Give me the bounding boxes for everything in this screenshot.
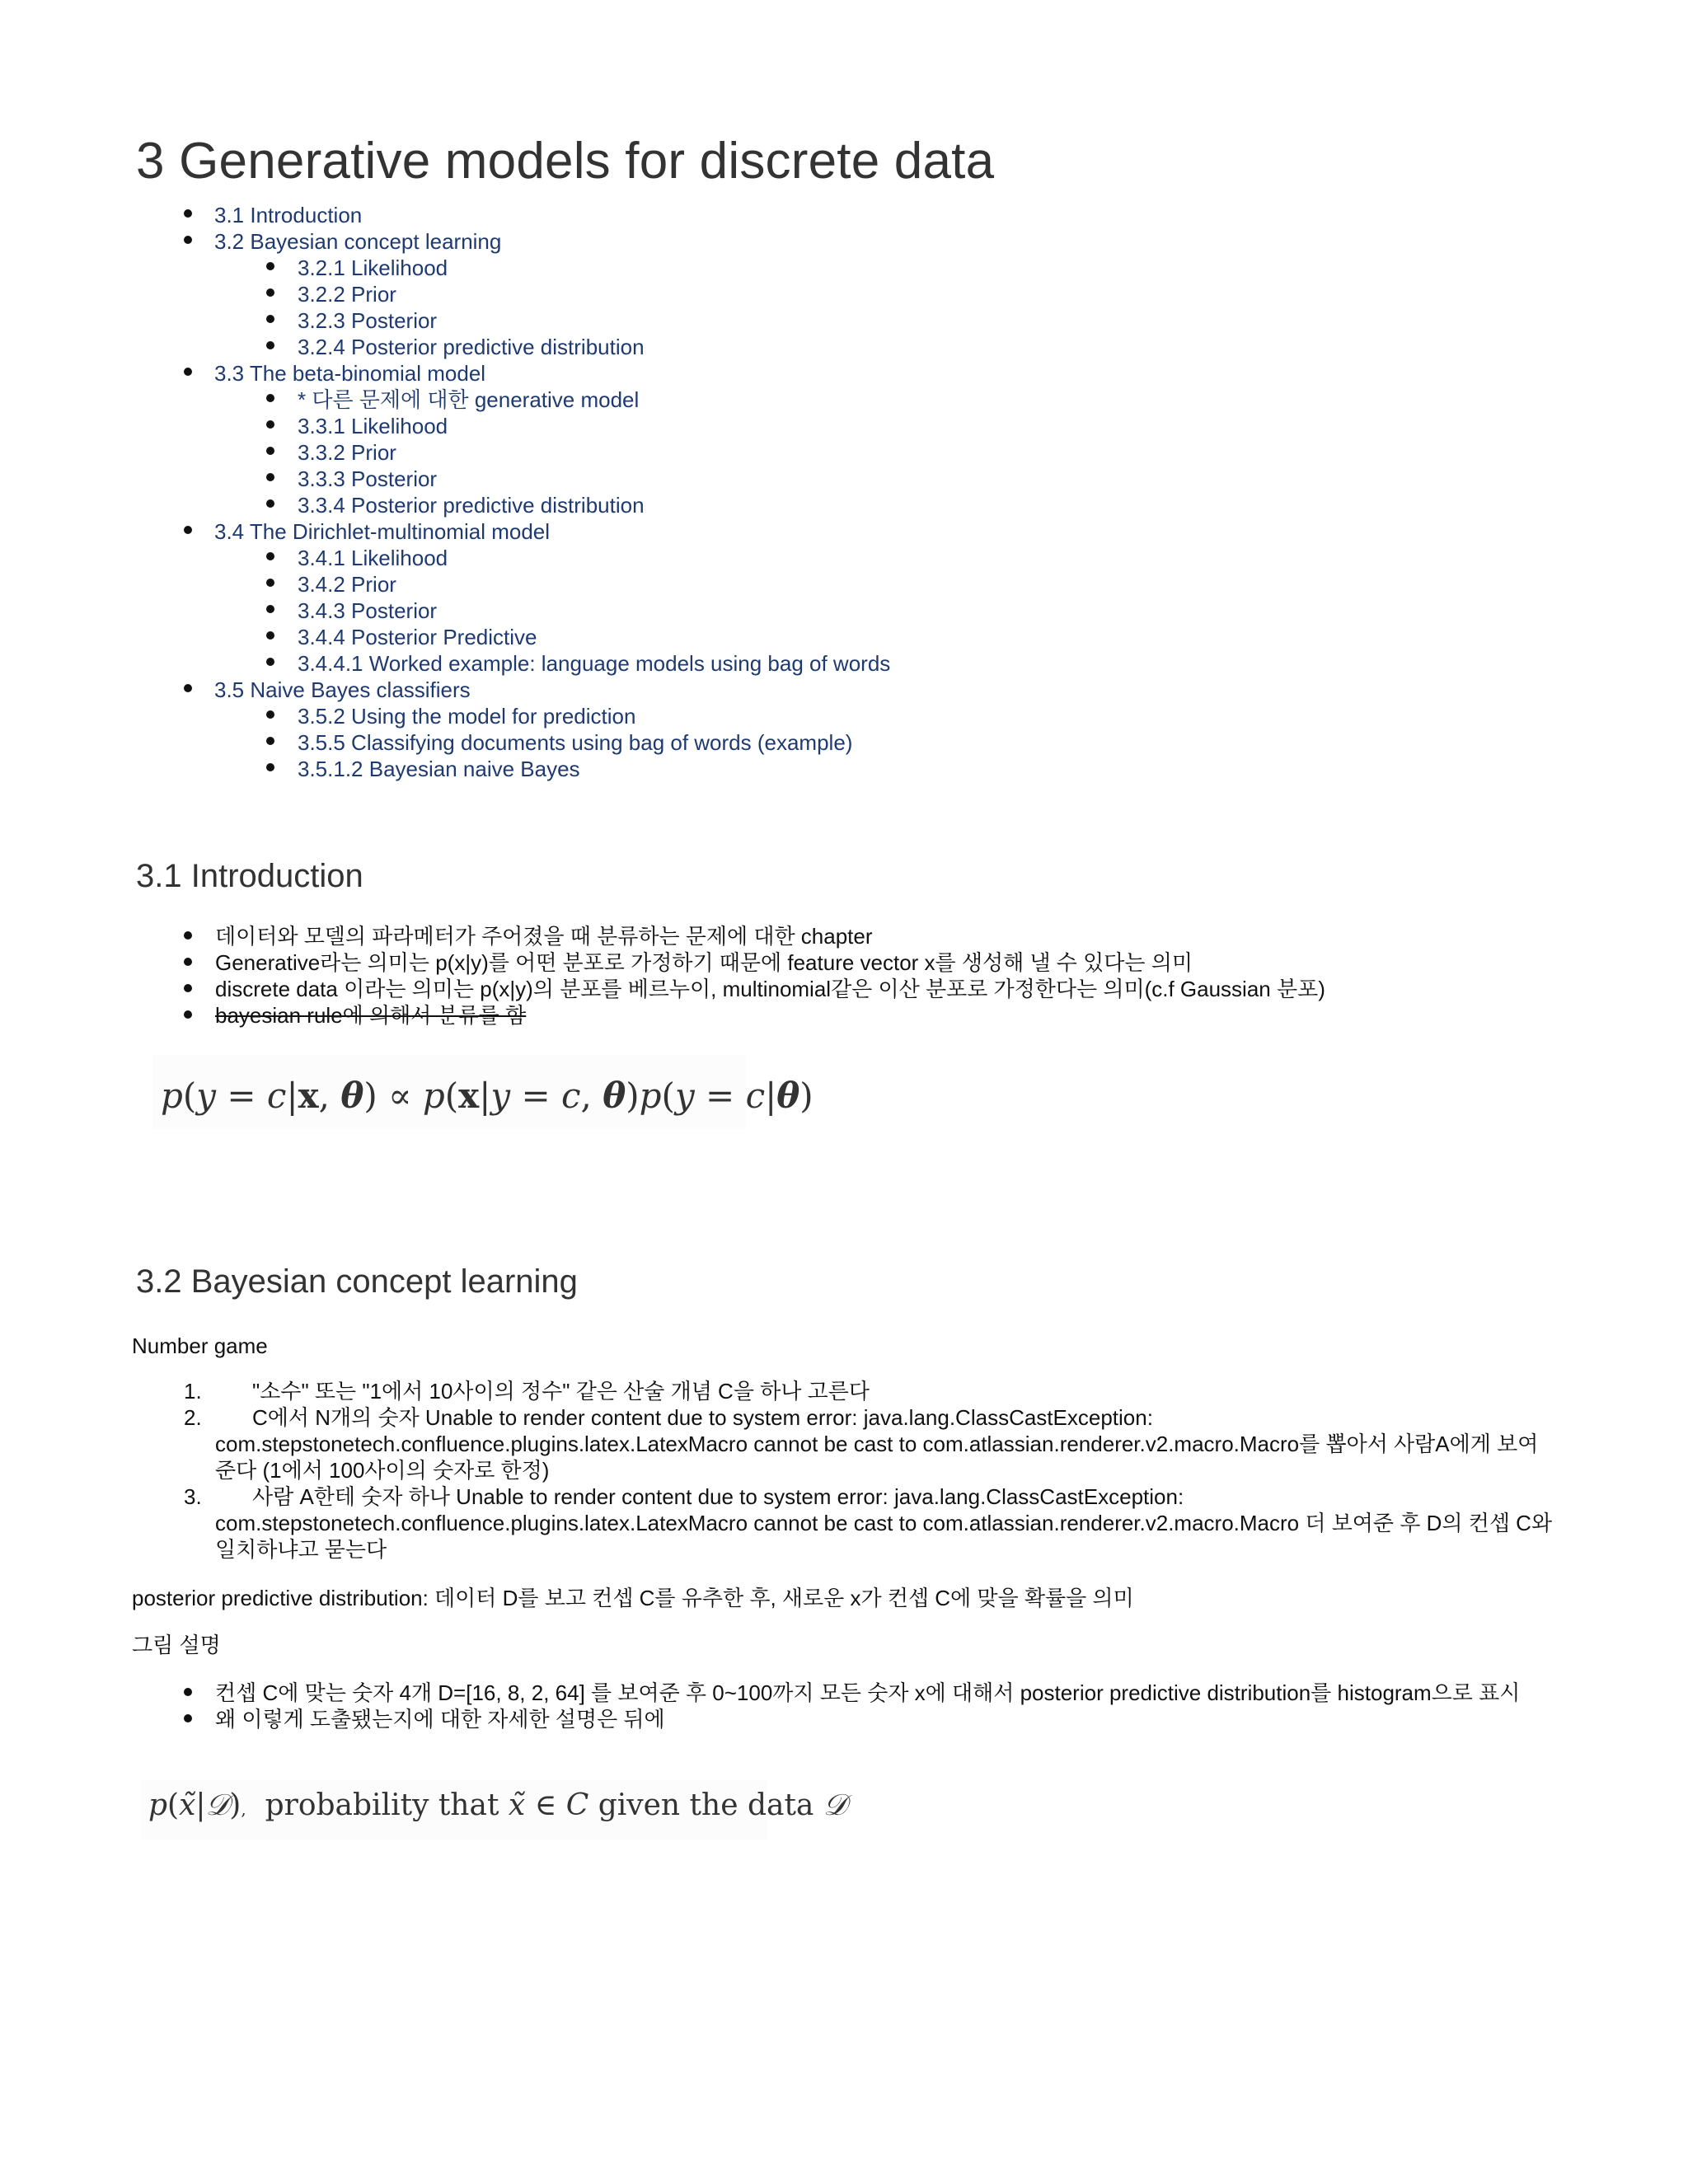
bullet-icon xyxy=(184,368,192,376)
bullet-icon xyxy=(266,420,274,429)
list-item-text: Generative라는 의미는 p(x|y)를 어떤 분포로 가정하기 때문에 feature vector x를 생성해 낼 수 있다는 의미 xyxy=(215,950,1193,975)
toc-link[interactable]: 3.3 The beta-binomial model xyxy=(214,361,486,386)
step-text: 사람 A한테 숫자 하나 Unable to render content due to system error: java.lang.ClassCastException: xyxy=(252,1484,1184,1509)
bullet-icon xyxy=(184,236,192,244)
ppd-description: posterior predictive distribution: 데이터 D를 보고 컨셉 C를 유추한 후, 새로운 x가 컨셉 C에 맞을 확률을 의미 xyxy=(132,1586,1134,1610)
bullet-icon xyxy=(266,763,274,771)
bullet-icon xyxy=(266,579,274,587)
list-item-text: 컨셉 C에 맞는 숫자 4개 D=[16, 8, 2, 64] 를 보여준 후 0~100까지 모든 숫자 x에 대해서 posterior predictive distribution를 histogram으로 표시 xyxy=(215,1680,1521,1705)
list-item xyxy=(0,949,1325,976)
bullet-icon xyxy=(266,737,274,745)
list-item-text: bayesian rule에 의해서 분류를 함 xyxy=(215,1003,527,1028)
list-item xyxy=(0,1680,1566,1706)
toc-item[interactable] xyxy=(0,729,890,756)
toc-item[interactable] xyxy=(0,334,890,360)
toc-link[interactable]: 3.4 The Dirichlet-multinomial model xyxy=(214,519,551,544)
bullet-icon xyxy=(184,684,192,692)
toc-item[interactable] xyxy=(0,466,890,492)
list-item xyxy=(0,1706,1566,1732)
section-heading-introduction: 3.1 Introduction xyxy=(136,858,363,894)
toc-link[interactable]: 3.2.3 Posterior xyxy=(298,308,438,333)
bullet-icon xyxy=(266,499,274,508)
bullet-icon xyxy=(266,473,274,481)
toc-link[interactable]: 3.4.4.1 Worked example: language models using bag of words xyxy=(298,651,891,676)
bullet-icon xyxy=(266,288,274,297)
list-item xyxy=(0,976,1325,1002)
toc-item[interactable] xyxy=(0,255,890,281)
table-of-contents xyxy=(0,202,890,782)
figure-description-label: 그림 설명 xyxy=(132,1633,221,1657)
bullet-icon xyxy=(266,315,274,323)
toc-link[interactable]: 3.2 Bayesian concept learning xyxy=(214,229,502,254)
toc-link[interactable]: 3.2.4 Posterior predictive distribution xyxy=(298,335,645,359)
bullet-icon xyxy=(266,605,274,613)
toc-item[interactable] xyxy=(0,598,890,624)
toc-item[interactable] xyxy=(0,624,890,650)
bullet-icon xyxy=(266,394,274,402)
toc-item[interactable] xyxy=(0,307,890,334)
toc-link[interactable]: 3.3.4 Posterior predictive distribution xyxy=(298,493,645,518)
bullet-icon xyxy=(184,1688,192,1696)
bullet-icon xyxy=(266,447,274,455)
list-item xyxy=(0,1002,1325,1029)
step-text: C에서 N개의 숫자 Unable to render content due to system error: java.lang.ClassCastException: xyxy=(252,1405,1153,1430)
toc-link[interactable]: 3.2.1 Likelihood xyxy=(298,255,448,280)
toc-item[interactable] xyxy=(0,650,890,677)
bullet-icon xyxy=(266,710,274,719)
toc-item[interactable] xyxy=(0,413,890,439)
bullet-icon xyxy=(184,1010,192,1019)
step-item xyxy=(0,1378,1566,1404)
posterior-predictive-formula: p(x̃|𝒟), probability that x̃ ∈ C given the data 𝒟 xyxy=(148,1788,847,1822)
toc-item[interactable] xyxy=(0,281,890,307)
intro-bullet-list xyxy=(0,923,1325,1029)
toc-link[interactable]: 3.3.2 Prior xyxy=(298,440,396,465)
list-item xyxy=(0,923,1325,949)
step-number: 2. xyxy=(184,1405,202,1430)
bullet-icon xyxy=(184,209,192,218)
bullet-icon xyxy=(184,1714,192,1722)
toc-item[interactable] xyxy=(0,703,890,729)
toc-item[interactable] xyxy=(0,571,890,598)
toc-item[interactable] xyxy=(0,439,890,466)
bullet-icon xyxy=(266,631,274,640)
toc-link[interactable]: 3.4.4 Posterior Predictive xyxy=(298,625,537,649)
list-item-text: 데이터와 모델의 파라메터가 주어졌을 때 분류하는 문제에 대한 chapter xyxy=(215,924,873,949)
number-game-label: Number game xyxy=(132,1333,268,1358)
toc-item[interactable] xyxy=(0,518,890,545)
step-text-continued: com.stepstonetech.confluence.plugins.latex.LatexMacro cannot be cast to com.atlassian.renderer.v2.macro.Macro를 뽑아서 사람A에게 보여준다 (1에서 100사이의 숫자로 한정) xyxy=(215,1432,1539,1483)
bullet-icon xyxy=(184,931,192,940)
toc-link[interactable]: 3.5.1.2 Bayesian naive Bayes xyxy=(298,757,580,781)
bullet-icon xyxy=(266,552,274,560)
toc-link[interactable]: * 다른 문제에 대한 generative model xyxy=(298,387,640,412)
page-title: 3 Generative models for discrete data xyxy=(136,133,995,190)
step-item xyxy=(0,1404,1566,1483)
toc-link[interactable]: 3.4.2 Prior xyxy=(298,572,396,597)
toc-item[interactable] xyxy=(0,756,890,782)
section-heading-bayesian-concept-learning: 3.2 Bayesian concept learning xyxy=(136,1263,578,1300)
toc-link[interactable]: 3.2.2 Prior xyxy=(298,282,396,307)
list-item-text: 왜 이렇게 도출됐는지에 대한 자세한 설명은 뒤에 xyxy=(215,1707,665,1732)
toc-item[interactable] xyxy=(0,492,890,518)
step-text: "소수" 또는 "1에서 10사이의 정수" 같은 산술 개념 C을 하나 고른다 xyxy=(252,1379,870,1404)
bullet-icon xyxy=(184,984,192,992)
toc-link[interactable]: 3.3.3 Posterior xyxy=(298,466,438,491)
toc-link[interactable]: 3.4.1 Likelihood xyxy=(298,546,448,570)
number-game-steps xyxy=(0,1378,1566,1563)
figure-bullet-list xyxy=(0,1680,1566,1732)
bullet-icon xyxy=(184,958,192,966)
step-number: 1. xyxy=(184,1379,202,1404)
bullet-icon xyxy=(266,341,274,349)
toc-item[interactable] xyxy=(0,387,890,413)
toc-link[interactable]: 3.5 Naive Bayes classifiers xyxy=(214,677,471,702)
toc-link[interactable]: 3.4.3 Posterior xyxy=(298,598,438,623)
toc-item[interactable] xyxy=(0,228,890,255)
bayes-rule-formula: p(y = c|x, θ) ∝ p(x|y = c, θ)p(y = c|θ) xyxy=(161,1076,814,1116)
bullet-icon xyxy=(184,526,192,534)
toc-item[interactable] xyxy=(0,360,890,387)
step-item xyxy=(0,1483,1566,1563)
bullet-icon xyxy=(266,658,274,666)
step-text-continued: com.stepstonetech.confluence.plugins.latex.LatexMacro cannot be cast to com.atlassian.renderer.v2.macro.Macro 더 보여준 후 D의 컨셉 C와 일치하냐고 묻는다 xyxy=(215,1511,1553,1562)
list-item-text: discrete data 이라는 의미는 p(x|y)의 분포를 베르누이, multinomial같은 이산 분포로 가정한다는 의미(c.f Gaussian 분포) xyxy=(215,977,1325,1001)
toc-link[interactable]: 3.1 Introduction xyxy=(214,203,363,227)
toc-item[interactable] xyxy=(0,202,890,228)
toc-item[interactable] xyxy=(0,545,890,571)
toc-link[interactable]: 3.5.2 Using the model for prediction xyxy=(298,704,636,729)
toc-link[interactable]: 3.3.1 Likelihood xyxy=(298,414,448,438)
step-number: 3. xyxy=(184,1484,202,1509)
bullet-icon xyxy=(266,262,274,270)
toc-link[interactable]: 3.5.5 Classifying documents using bag of words (example) xyxy=(298,730,853,755)
toc-item[interactable] xyxy=(0,677,890,703)
